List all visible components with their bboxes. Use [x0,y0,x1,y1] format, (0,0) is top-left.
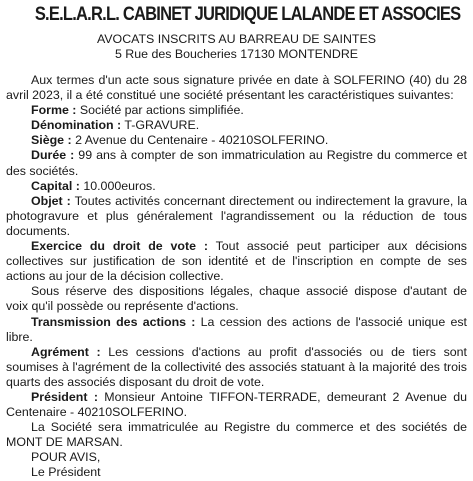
field-agrement [6,345,467,390]
field-label: Agrément : [31,344,101,359]
field-objet [6,194,467,239]
closing-pour-avis: POUR AVIS, [31,450,101,465]
field-siege [6,133,467,148]
field-label: Capital : [31,178,80,193]
notice-body [6,73,467,450]
field-president [6,390,467,420]
field-value: Les cessions d'actions au profit d'associés ou de tiers sont soumises à l'agrément de la collectivité des associés statuant à la majorité des trois quarts des associés disposant du droit de vote. [6,344,467,389]
notice-title: S.E.L.A.R.L. CABINET JURIDIQUE LALANDE ET ASSOCIES [34,4,461,25]
field-value: 99 ans à compter de son immatriculation au Registre du commerce et des sociétés. [6,148,467,178]
intro-paragraph: Aux termes d'un acte sous signature privée en date à SOLFERINO (40) du 28 avril 2023, il a été constitué une société présentant les caractéristiques suivantes: [6,73,467,103]
field-label: Siège : [31,133,72,148]
field-label: Dénomination : [31,118,122,133]
field-value: T-GRAVURE. [121,118,200,133]
field-capital [6,179,467,194]
field-transmission [6,315,467,345]
closing-signatory: Le Président [31,465,101,480]
field-denomination [6,118,467,133]
field-value: Toutes activités concernant directement ou indirectement la gravure, la photogravure et plus généralement l'agrandissement ou la réduction de tous documents. [6,193,467,238]
field-vote [6,239,467,284]
field-value: Monsieur Antoine TIFFON-TERRADE, demeurant 2 Avenue du Centenaire - 40210SOLFERINO. [6,389,467,420]
field-value: Tout associé peut participer aux décisions collectives sur justification de son identité et de l'inscription en compte de ses actions au jour de la décision collective. [6,239,467,284]
field-duree [6,148,467,178]
bar-registration: AVOCATS INSCRITS AU BARREAU DE SAINTES [96,32,377,46]
field-value: 10.000euros. [79,178,156,193]
field-label: Durée : [31,148,75,163]
field-value: Société par actions simplifiée. [76,103,244,118]
field-forme [6,103,467,118]
vote-note: Sous réserve des dispositions légales, chaque associé dispose d'autant de voix qu'il possède ou représente d'actions. [6,284,467,314]
field-label: Transmission des actions : [31,314,196,329]
field-value: La cession des actions de l'associé unique est libre. [6,314,467,344]
office-address: 5 Rue des Boucheries 17130 MONTENDRE [114,47,359,61]
field-label: Président : [31,389,98,404]
registry-paragraph: La Société sera immatriculée au Registre du commerce et des sociétés de MONT DE MARSAN. [6,420,467,450]
field-value: 2 Avenue du Centenaire - 40210SOLFERINO. [71,133,329,148]
field-label: Forme : [31,103,77,118]
field-label: Exercice du droit de vote : [31,239,208,254]
field-label: Objet : [31,193,71,208]
